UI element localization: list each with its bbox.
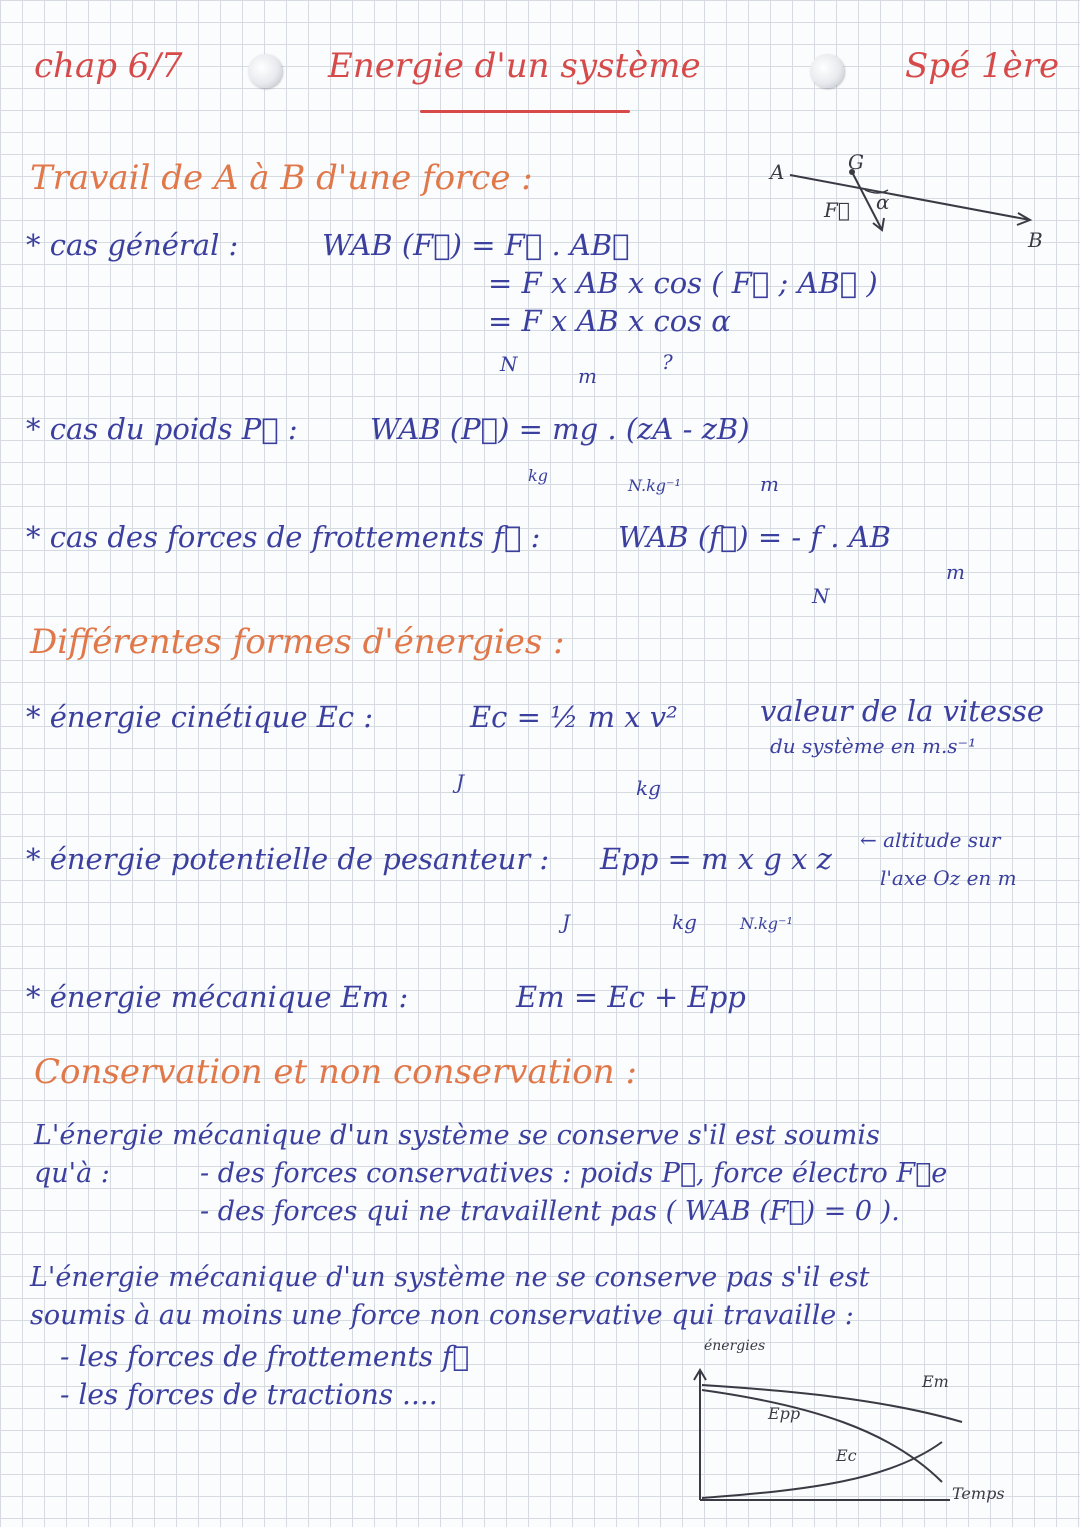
unit-question: ? xyxy=(662,350,673,374)
unit-m-friction: m xyxy=(946,560,965,584)
conservation-p1-line2: qu'à : xyxy=(34,1158,110,1189)
mechanical-energy-label: * énergie mécanique Em : xyxy=(26,980,409,1014)
friction-equation: WAB (f⃗) = - f . AB xyxy=(618,520,891,554)
unit-joule-kinetic: J xyxy=(456,770,465,794)
curve-ec xyxy=(702,1442,942,1498)
potential-note-1: ← altitude sur xyxy=(860,828,1001,852)
binder-hole-right xyxy=(810,54,844,88)
unit-nkg-potential: N.kg⁻¹ xyxy=(740,914,793,933)
page-title: Energie d'un système xyxy=(328,46,701,86)
graph-epp-label: Epp xyxy=(768,1404,801,1423)
unit-kg-kinetic: kg xyxy=(636,776,661,800)
label-g: G xyxy=(848,150,864,174)
unit-nkg-weight: N.kg⁻¹ xyxy=(628,476,681,495)
general-equation-2: = F x AB x cos ( F⃗ ; AB⃗ ) xyxy=(488,266,878,300)
kinetic-energy-label: * énergie cinétique Ec : xyxy=(26,700,374,734)
unit-kg-potential: kg xyxy=(672,910,697,934)
graph-em-label: Em xyxy=(922,1372,949,1391)
chapter-label: chap 6/7 xyxy=(34,46,183,86)
kinetic-energy-equation: Ec = ½ m x v² xyxy=(470,700,678,734)
weight-equation: WAB (P⃗) = mg . (zA - zB) xyxy=(370,412,750,446)
conservation-p2-line2: soumis à au moins une force non conservative qui travaille : xyxy=(30,1300,854,1331)
section-heading-work: Travail de A à B d'une force : xyxy=(30,158,533,198)
general-equation-1: WAB (F⃗) = F⃗ . AB⃗ xyxy=(322,228,630,262)
title-underline xyxy=(420,110,630,113)
kinetic-note-2: du système en m.s⁻¹ xyxy=(770,734,977,758)
unit-kg-weight: kg xyxy=(528,466,548,485)
conservation-p1-item1: - des forces conservatives : poids P⃗, force électro F⃗e xyxy=(200,1158,948,1189)
conservation-p2-item1: - les forces de frottements f⃗ xyxy=(60,1340,470,1373)
conservation-p1-line1: L'énergie mécanique d'un système se conserve s'il est soumis xyxy=(34,1120,880,1151)
general-case-label: * cas général : xyxy=(26,228,239,262)
conservation-p2-line1: L'énergie mécanique d'un système ne se conserve pas s'il est xyxy=(30,1262,870,1293)
label-b: B xyxy=(1028,228,1043,252)
section-heading-conservation: Conservation et non conservation : xyxy=(34,1052,637,1092)
level-label: Spé 1ère xyxy=(905,46,1060,86)
label-a: A xyxy=(770,160,785,184)
kinetic-note-1: valeur de la vitesse xyxy=(760,694,1044,728)
binder-hole-left xyxy=(248,54,282,88)
graph-x-label: Temps xyxy=(952,1484,1005,1503)
potential-note-2: l'axe Oz en m xyxy=(880,866,1017,890)
weight-case-label: * cas du poids P⃗ : xyxy=(26,412,298,446)
label-f: F⃗ xyxy=(824,198,850,222)
friction-case-label: * cas des forces de frottements f⃗ : xyxy=(26,520,541,554)
section-heading-energies: Différentes formes d'énergies : xyxy=(30,622,565,662)
unit-meter: m xyxy=(578,364,597,388)
graph-ec-label: Ec xyxy=(836,1446,857,1465)
mechanical-energy-equation: Em = Ec + Epp xyxy=(516,980,746,1014)
unit-n-friction: N xyxy=(812,584,830,608)
conservation-p1-item2: - des forces qui ne travaillent pas ( WAB (F⃗) = 0 ). xyxy=(200,1196,900,1227)
unit-joule-potential: J xyxy=(562,910,571,934)
unit-m-weight: m xyxy=(760,472,779,496)
general-equation-3: = F x AB x cos α xyxy=(488,304,731,338)
conservation-p2-item2: - les forces de tractions .... xyxy=(60,1378,438,1411)
unit-newton: N xyxy=(500,352,518,376)
curve-epp xyxy=(702,1390,942,1482)
label-alpha: α xyxy=(876,190,890,214)
potential-energy-label: * énergie potentielle de pesanteur : xyxy=(26,842,550,876)
potential-energy-equation: Epp = m x g x z xyxy=(600,842,832,876)
graph-y-label: énergies xyxy=(704,1338,766,1354)
force-diagram xyxy=(760,150,1060,260)
